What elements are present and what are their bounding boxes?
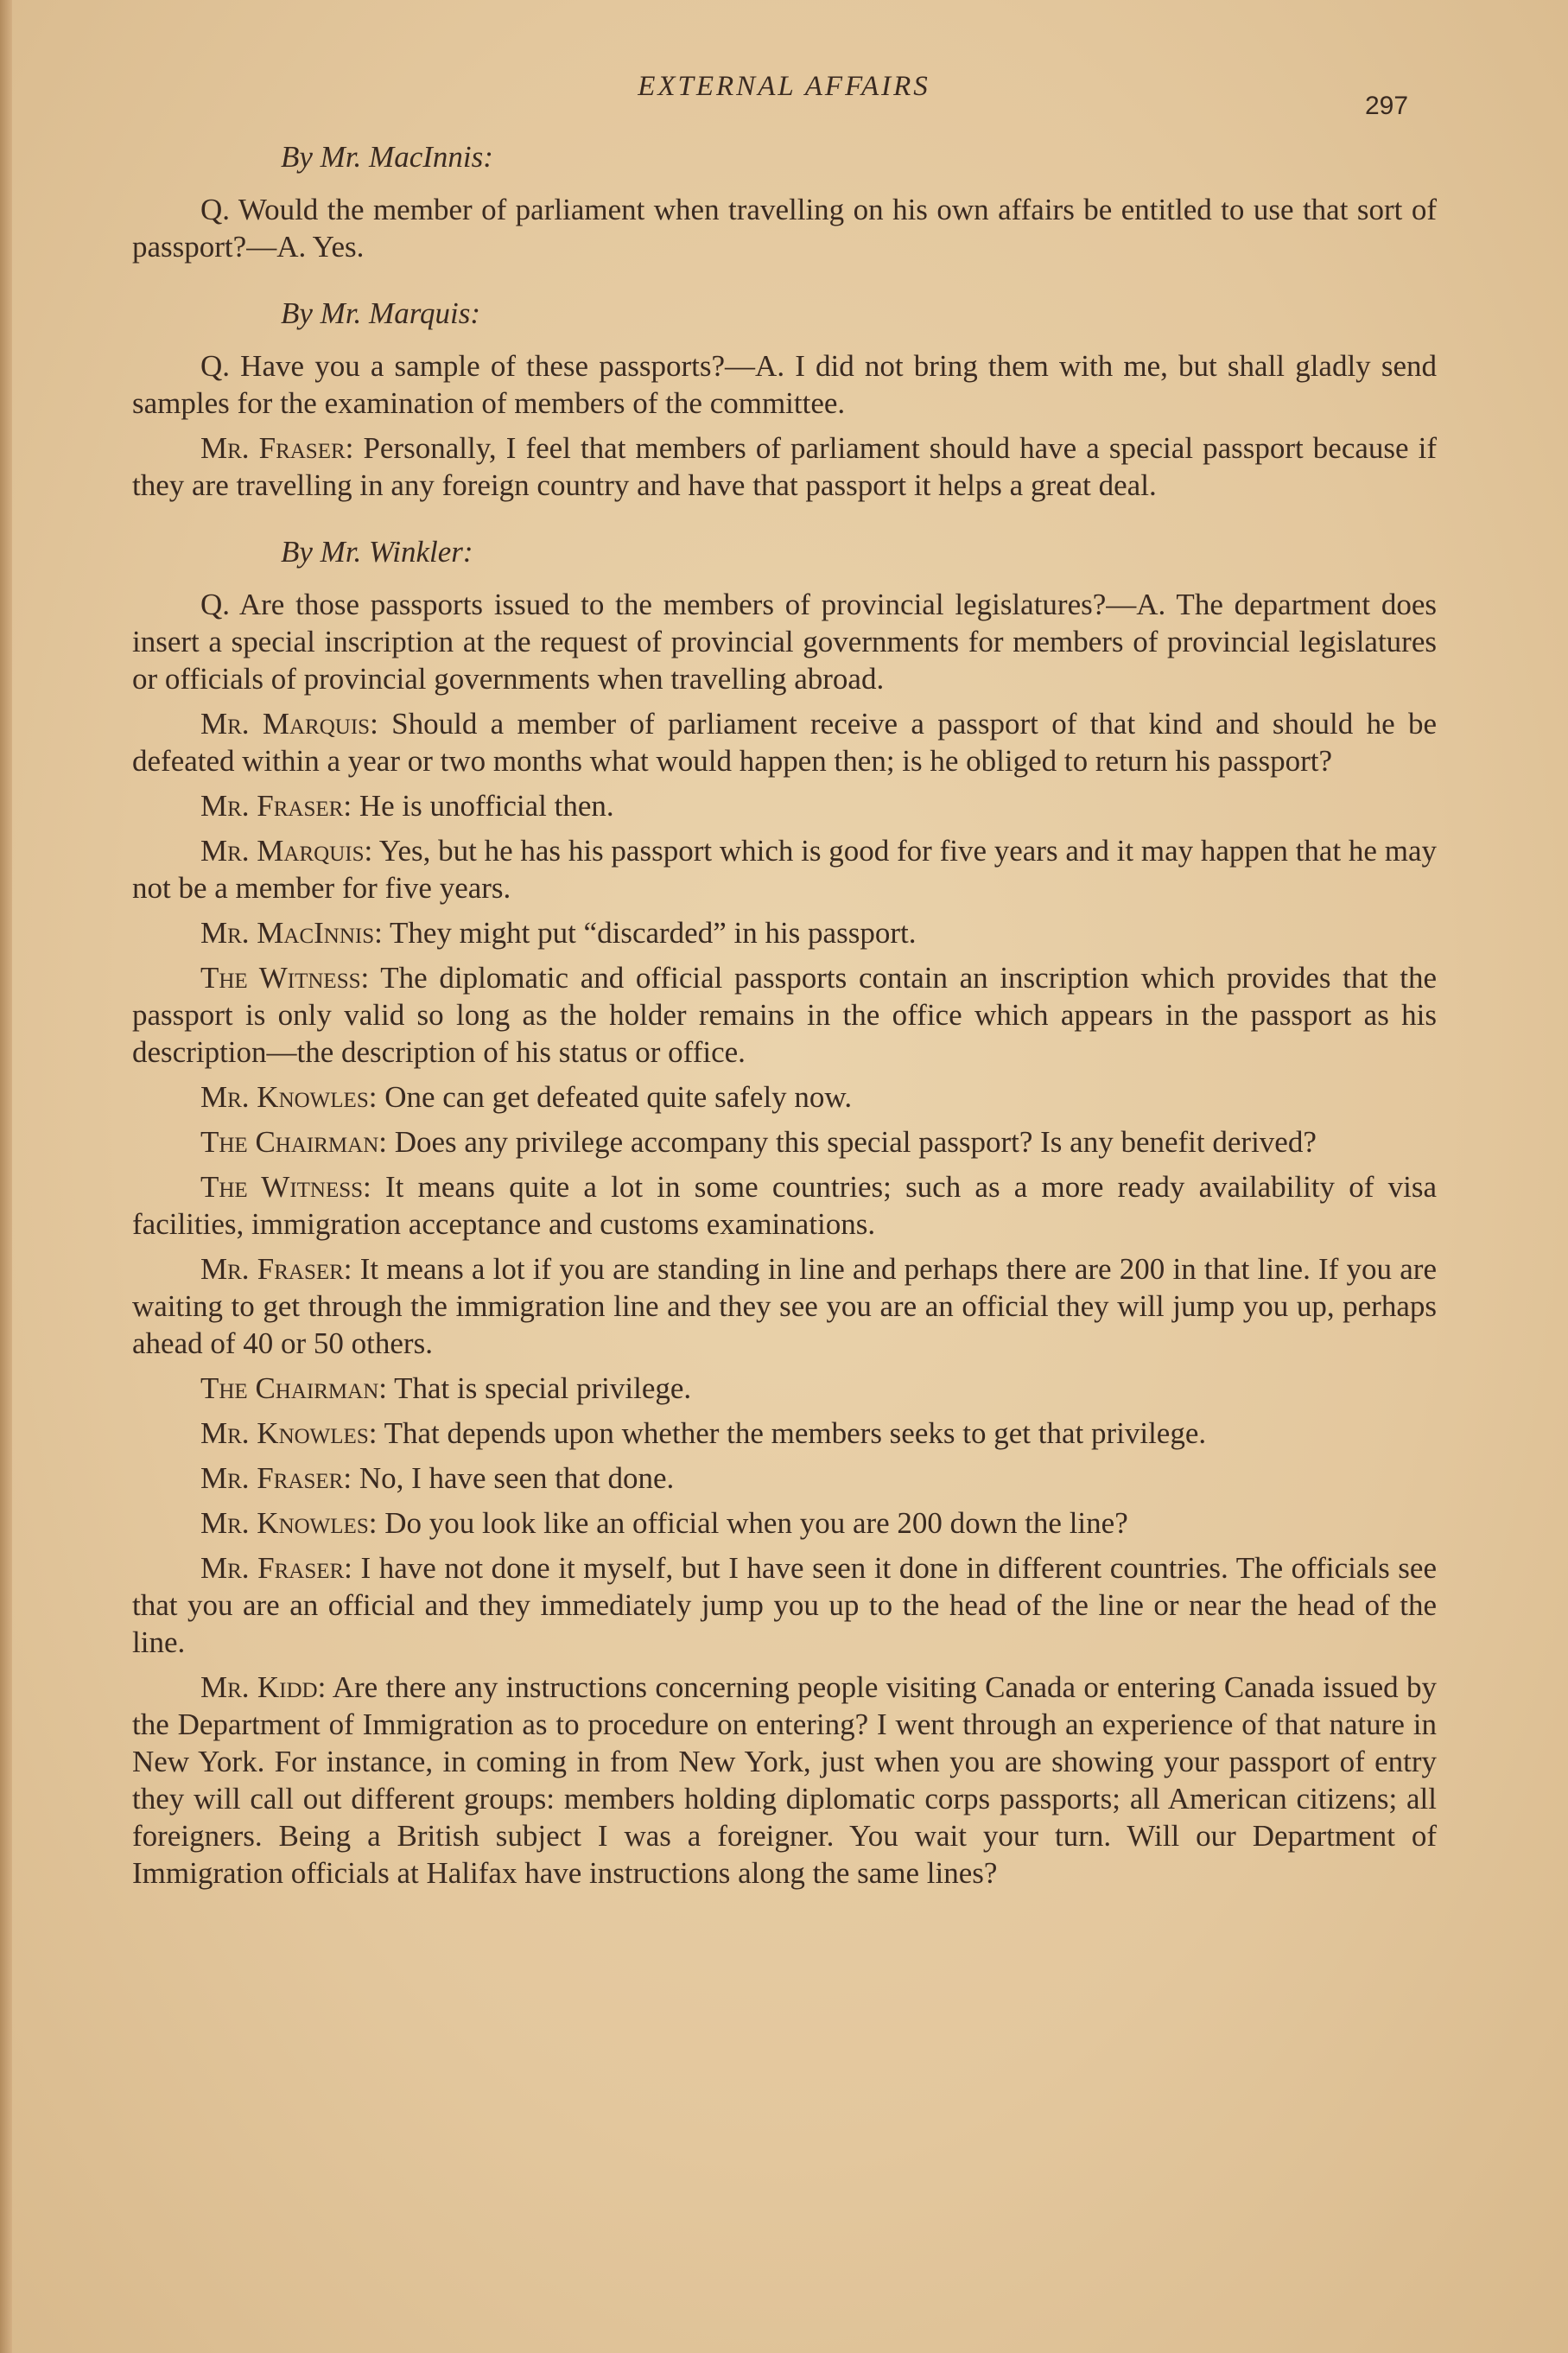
speaker-name: Mr. Fraser: [200, 1252, 352, 1286]
speaker-paragraph [132, 1370, 1437, 1407]
paragraph-text: Does any privilege accompany this special passport? Is any benefit derived? [394, 1125, 1317, 1159]
transcript-body [132, 138, 1437, 1899]
speaker-name: Mr. Marquis: [200, 707, 378, 741]
paragraph-text: Yes, but he has his passport which is good for five years and it may happen that he may not be a member for five years. [132, 834, 1437, 905]
speaker-paragraph [132, 1078, 1437, 1116]
speaker-name: Mr. Fraser: [200, 1461, 352, 1495]
speaker-name: Mr. Fraser: [200, 789, 352, 823]
paragraph-text: Q. Are those passports issued to the members of provincial legislatures?—A. The department does insert a special inscription at the request of provincial governments for members of provincial legislatures or officials of provincial governments when travelling abroad. [132, 588, 1437, 696]
page-binding-edge [0, 0, 12, 2353]
speaker-name: The Chairman: [200, 1371, 387, 1405]
speaker-paragraph [132, 1415, 1437, 1452]
speaker-paragraph [132, 1549, 1437, 1661]
speaker-name: Mr. Knowles: [200, 1080, 378, 1114]
paragraph-text: That is special privilege. [394, 1371, 692, 1405]
speaker-name: Mr. Knowles: [200, 1506, 378, 1540]
speaker-name: Mr. Fraser: [200, 431, 354, 465]
examiner-heading: By Mr. Winkler: [281, 535, 473, 569]
question-answer-paragraph [132, 586, 1437, 697]
paragraph-text: He is unofficial then. [359, 789, 614, 823]
speaker-name: The Witness: [200, 1170, 371, 1204]
speaker-paragraph [132, 914, 1437, 951]
paragraph-text: It means a lot if you are standing in line and perhaps there are 200 in that line. If you are waiting to get through the immigration line and they see you are an official they will jump you up, perhaps ahead of 40 or 50 others. [132, 1252, 1437, 1360]
paragraph-text: Q. Would the member of parliament when travelling on his own affairs be entitled to use that sort of passport?—A. Yes. [132, 193, 1437, 264]
paragraph-text: It means quite a lot in some countries; such as a more ready availability of visa facilities, immigration acceptance and customs examinations. [132, 1170, 1438, 1241]
speaker-paragraph [132, 1504, 1437, 1542]
paragraph-text: No, I have seen that done. [359, 1461, 675, 1495]
paragraph-text: The diplomatic and official passports contain an inscription which provides that the passport is only valid so long as the holder remains in the office which appears in the passport as his description—the description of his status or office. [132, 961, 1438, 1069]
paragraph-text: One can get defeated quite safely now. [384, 1080, 853, 1114]
running-head: EXTERNAL AFFAIRS [638, 71, 930, 102]
speaker-name: Mr. MacInnis: [200, 916, 383, 950]
speaker-name: The Witness: [200, 961, 370, 995]
paragraph-text: Personally, I feel that members of parliament should have a special passport because if they are travelling in any foreign country and have that passport it helps a great deal. [132, 431, 1437, 502]
examiner-heading: By Mr. MacInnis: [281, 140, 493, 174]
question-answer-paragraph [132, 191, 1437, 265]
paragraph-text: Are there any instructions concerning people visiting Canada or entering Canada issued by the Department of Immigration as to procedure on entering? I went through an experience of that nature in New York. For instance, in coming in from New York, just when you are showing your passport of entry they will call out different groups: members holding diplomatic corps passports; all American citizens; all foreigners. Being a British subject I was a foreigner. You wait your turn. Will our Department of Immigration officials at Halifax have instructions along the same lines? [132, 1670, 1437, 1890]
speaker-paragraph [132, 429, 1437, 504]
paragraph-text: Q. Have you a sample of these passports?—A. I did not bring them with me, but shall gladly send samples for the examination of members of the committee. [132, 349, 1437, 420]
paragraph-text: Do you look like an official when you are 200 down the line? [384, 1506, 1128, 1540]
page-number: 297 [1365, 92, 1409, 120]
speaker-paragraph [132, 1459, 1437, 1497]
speaker-name: Mr. Kidd: [200, 1670, 327, 1704]
paragraph-text: I have not done it myself, but I have seen it done in different countries. The officials see that you are an official and they immediately jump you up to the head of the line or near the head of the line. [132, 1551, 1437, 1659]
speaker-paragraph [132, 787, 1437, 824]
speaker-name: Mr. Marquis: [200, 834, 373, 868]
paragraph-text: Should a member of parliament receive a passport of that kind and should he be defeated within a year or two months what would happen then; is he obliged to return his passport? [132, 707, 1438, 778]
question-answer-paragraph [132, 347, 1437, 422]
paragraph-text: They might put “discarded” in his passport. [390, 916, 917, 950]
speaker-name: Mr. Fraser: [200, 1551, 352, 1585]
speaker-paragraph [132, 1669, 1437, 1892]
examiner-heading: By Mr. Marquis: [281, 296, 481, 330]
speaker-name: The Chairman: [200, 1125, 387, 1159]
speaker-name: Mr. Knowles: [200, 1416, 378, 1450]
speaker-paragraph [132, 832, 1437, 906]
speaker-paragraph [132, 1123, 1437, 1161]
speaker-paragraph [132, 959, 1437, 1071]
speaker-paragraph [132, 1168, 1437, 1243]
speaker-paragraph [132, 705, 1437, 779]
speaker-paragraph [132, 1250, 1437, 1362]
paragraph-text: That depends upon whether the members seeks to get that privilege. [384, 1416, 1207, 1450]
